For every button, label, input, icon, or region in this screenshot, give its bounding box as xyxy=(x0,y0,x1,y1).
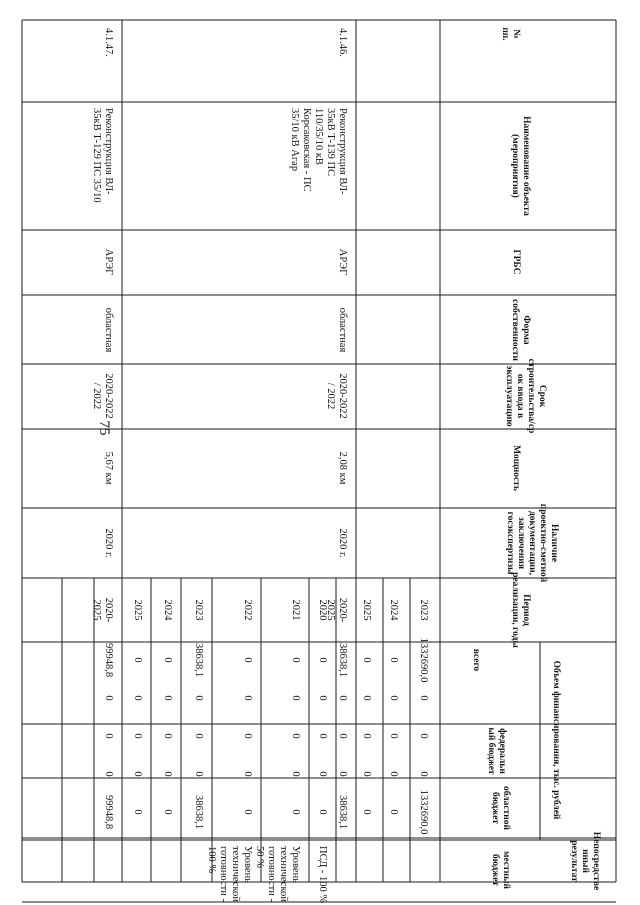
header-psd: госэкспертизы xyxy=(505,511,515,575)
header-term: Срок xyxy=(537,384,547,408)
object-term: / 2022 xyxy=(91,382,102,410)
local-cell: 0 xyxy=(418,771,429,777)
header-psd: заключения xyxy=(516,517,526,569)
object-term: 2020-2022 xyxy=(337,373,348,419)
header-local: местный xyxy=(501,850,511,890)
header-name: (мероприятия) xyxy=(510,134,520,198)
federal-cell: 0 xyxy=(193,695,204,701)
header-grbs: ГРБС xyxy=(511,249,521,275)
period-cell: 2021 xyxy=(290,599,301,621)
object-grbs: АРЭГ xyxy=(337,248,348,276)
total-cell: 0 xyxy=(242,657,253,663)
total-cell: 38638,1 xyxy=(193,642,204,678)
object-ownership: областная xyxy=(103,307,114,353)
period-cell: 2020- xyxy=(103,597,114,623)
period-cell: 2025 xyxy=(325,599,336,621)
period-cell: 2020 xyxy=(317,599,328,621)
header-result: нный xyxy=(580,849,590,873)
result-cell: Уровень xyxy=(242,846,253,883)
regional-cell: 0 xyxy=(388,733,399,739)
header-psd: проектно-сметной xyxy=(538,503,548,583)
rotated-financing-table xyxy=(22,20,616,905)
header-term: ок ввода в xyxy=(515,373,525,419)
attracted-cell: 38638,1 xyxy=(193,794,204,830)
federal-cell: 0 xyxy=(242,695,253,701)
federal-cell: 0 xyxy=(388,695,399,701)
regional-cell: 0 xyxy=(337,733,348,739)
local-cell: 0 xyxy=(290,771,301,777)
local-cell: 0 xyxy=(132,771,143,777)
object-num: 4.1.46. xyxy=(337,28,348,57)
header-ownership: Форма xyxy=(521,315,531,345)
object-term: 2020-2022 xyxy=(103,373,114,419)
regional-cell: 0 xyxy=(290,733,301,739)
period-cell: 2025 xyxy=(91,599,102,621)
attracted-cell: 38638,1 xyxy=(337,794,348,830)
local-cell: 0 xyxy=(317,771,328,777)
object-grbs: АРЭГ xyxy=(103,248,114,276)
object-name: 35кВ Т-129 ПС 35/10 xyxy=(91,108,102,203)
header-regional: бюджет xyxy=(490,792,500,824)
result-cell: Уровень xyxy=(290,846,301,883)
total-cell: 0 xyxy=(162,657,173,663)
object-name: Реконструкция ВЛ- xyxy=(103,108,114,195)
regional-cell: 0 xyxy=(317,733,328,739)
header-period: Период xyxy=(521,594,531,626)
header-period: реализации, годы xyxy=(510,572,520,648)
regional-cell: 0 xyxy=(132,733,143,739)
header-term: эксплуатацию xyxy=(504,365,514,427)
object-num: 4.1.47. xyxy=(103,28,114,57)
result-cell: технической xyxy=(278,846,289,902)
result-cell: 100 % xyxy=(206,846,217,874)
result-cell: технической xyxy=(230,846,241,902)
total-cell: 0 xyxy=(317,657,328,663)
regional-cell: 0 xyxy=(193,733,204,739)
federal-cell: 0 xyxy=(361,695,372,701)
object-capacity: 2,08 км xyxy=(337,451,348,485)
header-result: Непосредстве xyxy=(591,831,601,891)
local-cell: 0 xyxy=(193,771,204,777)
attracted-cell: 0 xyxy=(361,809,372,815)
header-regional: областной xyxy=(501,786,511,830)
header-term: строительства/ср xyxy=(526,358,536,434)
federal-cell: 0 xyxy=(317,695,328,701)
attracted-cell: 1332690,0 xyxy=(418,789,429,835)
period-cell: 2023 xyxy=(193,599,204,621)
header-name: Наименование объекта xyxy=(521,116,531,216)
object-capacity: 5,67 км xyxy=(103,451,114,485)
result-cell: готовности - xyxy=(218,846,229,902)
federal-cell: 0 xyxy=(162,695,173,701)
attracted-cell: 0 xyxy=(242,809,253,815)
period-cell: 2024 xyxy=(162,599,173,621)
header-capacity: Мощность xyxy=(511,445,521,491)
header-psd: документации, xyxy=(527,510,537,576)
header-result: результат xyxy=(569,840,579,882)
total-cell: 0 xyxy=(290,657,301,663)
attracted-cell: 0 xyxy=(317,809,328,815)
federal-cell: 0 xyxy=(337,695,348,701)
result-cell: 50 % xyxy=(254,846,265,868)
regional-cell: 0 xyxy=(418,733,429,739)
attracted-cell: 99948,8 xyxy=(103,794,114,830)
total-cell: 99948,8 xyxy=(103,642,114,678)
object-psd: 2020 г. xyxy=(337,528,348,558)
page-number: 75 xyxy=(96,420,112,436)
federal-cell: 0 xyxy=(103,695,114,701)
regional-cell: 0 xyxy=(361,733,372,739)
local-cell: 0 xyxy=(242,771,253,777)
header-psd: Наличие xyxy=(549,523,559,563)
period-cell: 2025 xyxy=(361,599,372,621)
header-ownership: собственности xyxy=(510,298,520,362)
federal-cell: 0 xyxy=(132,695,143,701)
total-cell: 0 xyxy=(361,657,372,663)
local-cell: 0 xyxy=(162,771,173,777)
period-cell: 2025 xyxy=(132,599,143,621)
regional-cell: 0 xyxy=(162,733,173,739)
object-name: 110/35/10 кВ xyxy=(313,108,324,165)
header-federal: федеральн xyxy=(497,728,507,774)
regional-cell: 0 xyxy=(103,733,114,739)
total-cell: 0 xyxy=(132,657,143,663)
header-num: № xyxy=(511,29,521,39)
attracted-cell: 0 xyxy=(290,809,301,815)
period-cell: 2020- xyxy=(337,597,348,623)
total-cell: 0 xyxy=(388,657,399,663)
header-num: пп. xyxy=(500,27,510,41)
federal-cell: 0 xyxy=(290,695,301,701)
header-local: бюджет xyxy=(490,854,500,886)
regional-cell: 0 xyxy=(242,733,253,739)
object-name: Реконструкция ВЛ- xyxy=(337,108,348,195)
attracted-cell: 0 xyxy=(162,809,173,815)
object-name: 35кВ Т-139 ПС xyxy=(325,108,336,177)
header-federal: ый бюджет xyxy=(486,727,496,775)
local-cell: 0 xyxy=(103,771,114,777)
attracted-cell: 0 xyxy=(132,809,143,815)
period-cell: 2024 xyxy=(388,599,399,621)
object-ownership: областная xyxy=(337,307,348,353)
local-cell: 0 xyxy=(388,771,399,777)
local-cell: 0 xyxy=(337,771,348,777)
header-total: всего xyxy=(471,648,481,672)
object-psd: 2020 г. xyxy=(103,528,114,558)
period-cell: 2022 xyxy=(242,599,253,621)
header-financing-group: Объем финансирования, тыс. рублей xyxy=(551,660,561,820)
result-cell: готовности - xyxy=(266,846,277,902)
object-name: 35/10 кВ Агар xyxy=(289,108,300,172)
local-cell: 0 xyxy=(361,771,372,777)
object-name: Корсаковская - ПС xyxy=(301,108,312,192)
period-cell: 2023 xyxy=(418,599,429,621)
federal-cell: 0 xyxy=(418,695,429,701)
object-term: / 2022 xyxy=(325,382,336,410)
result-cell: ПСД - 100 % xyxy=(317,846,328,904)
attracted-cell: 0 xyxy=(388,809,399,815)
total-cell: 38638,1 xyxy=(337,642,348,678)
total-cell: 1332690,0 xyxy=(418,637,429,683)
